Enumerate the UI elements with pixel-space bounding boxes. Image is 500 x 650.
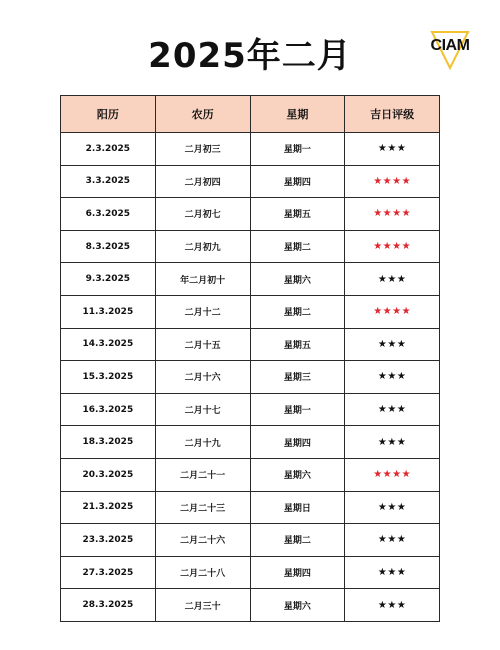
rating-cell — [345, 230, 440, 263]
rating-cell — [345, 198, 440, 231]
weekday-text: 星期五 — [283, 340, 311, 351]
solar-date-text: 14.3.2025 — [82, 339, 134, 350]
star-rating-icon: ★★★★ — [373, 241, 412, 253]
lunar-date-text: 年二月初十 — [180, 275, 226, 286]
weekday-text: 星期六 — [283, 275, 311, 286]
weekday-cell — [250, 556, 345, 589]
solar-date-text: 8.3.2025 — [85, 241, 131, 252]
table-row — [61, 165, 440, 198]
weekday-cell — [250, 491, 345, 524]
weekday-text: 星期六 — [283, 471, 311, 482]
calendar-table — [60, 95, 440, 622]
table-row — [61, 491, 440, 524]
rating-cell — [345, 426, 440, 459]
solar-date-text: 2.3.2025 — [85, 143, 131, 154]
table-row — [61, 458, 440, 491]
lunar-date-text: 二月二十八 — [180, 569, 226, 580]
weekday-cell — [250, 393, 345, 426]
weekday-text: 星期日 — [283, 503, 311, 514]
star-rating-icon: ★★★ — [377, 534, 407, 546]
star-rating-icon: ★★★ — [377, 436, 407, 448]
header-rating: 吉日评级 — [345, 96, 440, 133]
rating-cell — [345, 263, 440, 296]
weekday-text: 星期二 — [283, 308, 311, 319]
table-row — [61, 133, 440, 166]
star-rating-icon: ★★★ — [377, 567, 407, 579]
table-body — [61, 133, 440, 622]
solar-date-cell — [61, 426, 156, 459]
lunar-date-cell — [155, 491, 250, 524]
weekday-text: 星期四 — [283, 438, 311, 449]
solar-date-text: 9.3.2025 — [85, 274, 131, 285]
rating-cell — [345, 524, 440, 557]
lunar-date-cell — [155, 165, 250, 198]
table-row — [61, 556, 440, 589]
solar-date-text: 3.3.2025 — [85, 176, 131, 187]
table-row — [61, 295, 440, 328]
table-row — [61, 328, 440, 361]
star-rating-icon: ★★★ — [377, 143, 407, 155]
solar-date-cell — [61, 361, 156, 394]
rating-cell — [345, 133, 440, 166]
lunar-date-text: 二月二十三 — [180, 503, 226, 514]
solar-date-cell — [61, 589, 156, 622]
rating-cell — [345, 328, 440, 361]
lunar-date-text: 二月十五 — [184, 340, 221, 351]
weekday-cell — [250, 198, 345, 231]
table-row — [61, 230, 440, 263]
solar-date-text: 16.3.2025 — [82, 404, 134, 415]
table-row — [61, 589, 440, 622]
star-rating-icon: ★★★ — [377, 404, 407, 416]
rating-cell — [345, 295, 440, 328]
lunar-date-text: 二月二十六 — [180, 536, 226, 547]
header-solar-date: 阳历 — [61, 96, 156, 133]
lunar-date-text: 二月初九 — [184, 243, 221, 254]
rating-cell — [345, 165, 440, 198]
rating-cell — [345, 556, 440, 589]
star-rating-icon: ★★★ — [377, 273, 407, 285]
solar-date-cell — [61, 165, 156, 198]
lunar-date-cell — [155, 328, 250, 361]
weekday-cell — [250, 133, 345, 166]
table-row — [61, 393, 440, 426]
solar-date-text: 18.3.2025 — [82, 437, 134, 448]
lunar-date-cell — [155, 361, 250, 394]
lunar-date-cell — [155, 556, 250, 589]
table-row — [61, 263, 440, 296]
rating-cell — [345, 393, 440, 426]
solar-date-text: 20.3.2025 — [82, 469, 134, 480]
star-rating-icon: ★★★★ — [373, 208, 412, 220]
solar-date-text: 6.3.2025 — [85, 208, 131, 219]
lunar-date-cell — [155, 295, 250, 328]
solar-date-cell — [61, 198, 156, 231]
lunar-date-text: 二月二十一 — [180, 471, 226, 482]
weekday-cell — [250, 524, 345, 557]
lunar-date-text: 二月十六 — [184, 373, 221, 384]
solar-date-text: 28.3.2025 — [82, 600, 134, 611]
rating-cell — [345, 589, 440, 622]
table-row — [61, 524, 440, 557]
rating-cell — [345, 361, 440, 394]
weekday-cell — [250, 426, 345, 459]
star-rating-icon: ★★★ — [377, 501, 407, 513]
weekday-cell — [250, 589, 345, 622]
lunar-date-text: 二月初七 — [184, 210, 221, 221]
weekday-cell — [250, 361, 345, 394]
solar-date-cell — [61, 491, 156, 524]
weekday-cell — [250, 230, 345, 263]
solar-date-cell — [61, 133, 156, 166]
star-rating-icon: ★★★★ — [373, 469, 412, 481]
solar-date-text: 21.3.2025 — [82, 502, 134, 513]
star-rating-icon: ★★★ — [377, 371, 407, 383]
header-weekday: 星期 — [250, 96, 345, 133]
table-row — [61, 361, 440, 394]
table-row — [61, 198, 440, 231]
weekday-text: 星期二 — [283, 243, 311, 254]
weekday-cell — [250, 328, 345, 361]
lunar-date-text: 二月三十 — [184, 601, 221, 612]
weekday-text: 星期五 — [283, 210, 311, 221]
solar-date-cell — [61, 230, 156, 263]
star-rating-icon: ★★★ — [377, 599, 407, 611]
solar-date-cell — [61, 328, 156, 361]
lunar-date-text: 二月十九 — [184, 438, 221, 449]
lunar-date-cell — [155, 524, 250, 557]
solar-date-cell — [61, 524, 156, 557]
lunar-date-cell — [155, 133, 250, 166]
rating-cell — [345, 491, 440, 524]
solar-date-text: 15.3.2025 — [82, 371, 134, 382]
weekday-text: 星期六 — [283, 601, 311, 612]
weekday-text: 星期四 — [283, 569, 311, 580]
lunar-date-cell — [155, 230, 250, 263]
header-lunar-date: 农历 — [155, 96, 250, 133]
lunar-date-text: 二月十七 — [184, 406, 221, 417]
table-row — [61, 426, 440, 459]
solar-date-cell — [61, 295, 156, 328]
weekday-cell — [250, 165, 345, 198]
solar-date-text: 27.3.2025 — [82, 567, 134, 578]
solar-date-text: 11.3.2025 — [82, 306, 134, 317]
weekday-cell — [250, 263, 345, 296]
weekday-cell — [250, 295, 345, 328]
star-rating-icon: ★★★ — [377, 338, 407, 350]
lunar-date-cell — [155, 458, 250, 491]
logo-text: CIAM — [430, 37, 470, 54]
solar-date-cell — [61, 263, 156, 296]
solar-date-cell — [61, 458, 156, 491]
lunar-date-cell — [155, 263, 250, 296]
weekday-cell — [250, 458, 345, 491]
solar-date-cell — [61, 556, 156, 589]
table-header-row — [61, 96, 440, 133]
solar-date-cell — [61, 393, 156, 426]
star-rating-icon: ★★★★ — [373, 306, 412, 318]
lunar-date-cell — [155, 589, 250, 622]
lunar-date-text: 二月十二 — [184, 308, 221, 319]
weekday-text: 星期一 — [283, 406, 311, 417]
star-rating-icon: ★★★★ — [373, 175, 412, 187]
brand-logo — [428, 28, 472, 72]
weekday-text: 星期三 — [283, 373, 311, 384]
rating-cell — [345, 458, 440, 491]
weekday-text: 星期四 — [283, 177, 311, 188]
lunar-date-cell — [155, 426, 250, 459]
lunar-date-cell — [155, 393, 250, 426]
weekday-text: 星期一 — [283, 145, 311, 156]
lunar-date-text: 二月初四 — [184, 177, 221, 188]
page-title: 2025年二月 — [148, 36, 352, 76]
solar-date-text: 23.3.2025 — [82, 534, 134, 545]
lunar-date-cell — [155, 198, 250, 231]
weekday-text: 星期二 — [283, 536, 311, 547]
lunar-date-text: 二月初三 — [184, 145, 221, 156]
